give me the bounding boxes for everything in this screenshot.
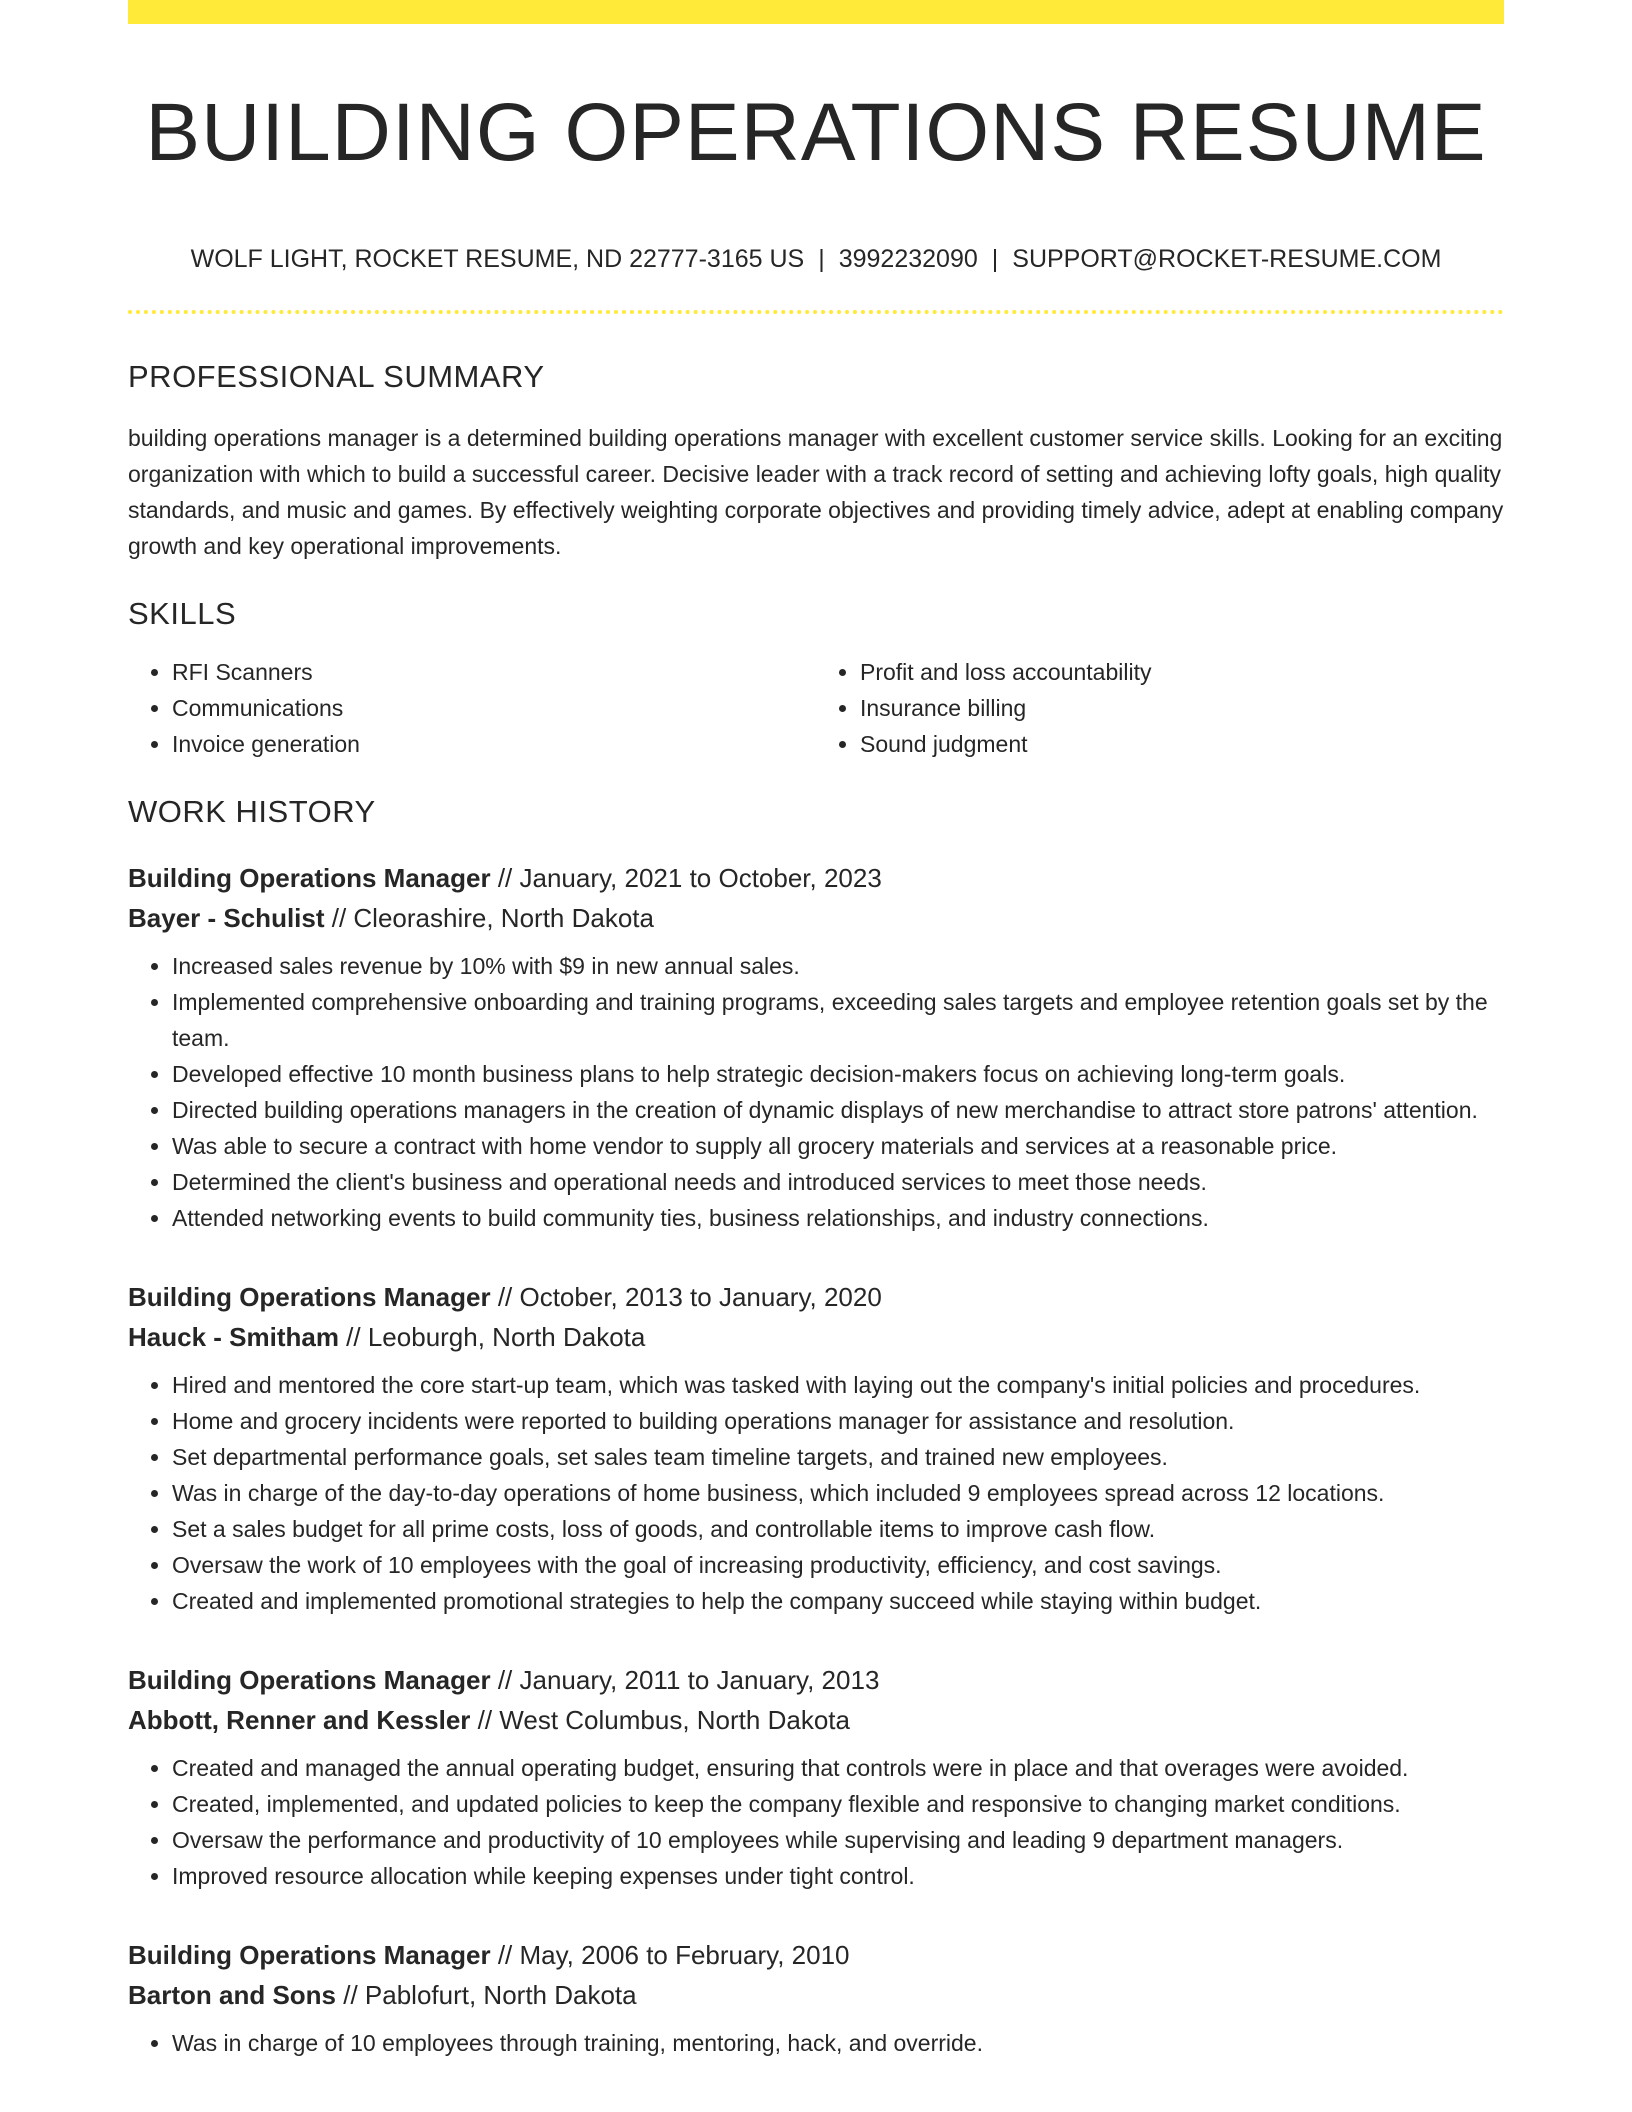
job-bullet: • Home and grocery incidents were reported to building operations manager for assistance and resolution. [172,1403,1504,1439]
job-bullet: • Was able to secure a contract with home vendor to supply all grocery materials and services at a reasonable price. [172,1128,1504,1164]
job-bullet: • Implemented comprehensive onboarding and training programs, exceeding sales targets and employee retention goals set by the team. [172,984,1504,1056]
job-bullet: • Hired and mentored the core start-up team, which was tasked with laying out the company's initial policies and procedures. [172,1367,1504,1403]
job-bullet: • Was in charge of the day-to-day operations of home business, which included 9 employees spread across 12 locations. [172,1475,1504,1511]
job-entry [128,1935,1504,2061]
skill-item: • Sound judgment [860,726,1504,762]
contact-separator: | [818,245,825,274]
skill-item: • Communications [172,690,816,726]
job-entry [128,1660,1504,1894]
job-role-line [128,1277,1504,1317]
work-history-heading: WORK HISTORY [128,793,376,829]
job-dates: // January, 2021 to October, 2023 [490,862,882,893]
job-bullet: • Created and managed the annual operating budget, ensuring that controls were in place and that overages were avoided. [172,1750,1504,1786]
job-bullet: • Increased sales revenue by 10% with $9 in new annual sales. [172,948,1504,984]
job-location: // Cleorashire, North Dakota [324,902,654,933]
job-entry [128,858,1504,1236]
contact-line [128,244,1504,274]
job-location: // Leoburgh, North Dakota [338,1321,646,1352]
page-title: BUILDING OPERATIONS RESUME [145,87,1487,178]
job-bullet: • Created, implemented, and updated policies to keep the company flexible and responsive to changing market conditions. [172,1786,1504,1822]
job-company-line [128,1975,1504,2015]
contact-email: SUPPORT@ROCKET-RESUME.COM [1012,245,1442,274]
job-bullet: • Set departmental performance goals, set sales team timeline targets, and trained new employees. [172,1439,1504,1475]
job-company-line [128,898,1504,938]
resume-content [128,24,1504,2061]
job-dates: // October, 2013 to January, 2020 [490,1281,882,1312]
job-role: Building Operations Manager [128,862,491,893]
job-dates: // January, 2011 to January, 2013 [490,1664,880,1695]
job-role: Building Operations Manager [128,1939,491,1970]
job-role: Building Operations Manager [128,1281,491,1312]
job-bullets [128,1750,1504,1894]
skills-column-right [816,654,1504,762]
accent-top-bar [128,0,1504,24]
skills-column-left [128,654,816,762]
job-bullet: • Was in charge of 10 employees through training, mentoring, hack, and override. [172,2025,1504,2061]
job-company: Abbott, Renner and Kessler [128,1704,471,1735]
job-bullet: • Set a sales budget for all prime costs, loss of goods, and controllable items to improve cash flow. [172,1511,1504,1547]
job-role: Building Operations Manager [128,1664,491,1695]
job-role-line [128,858,1504,898]
dotted-divider [128,310,1504,314]
job-bullet: • Determined the client's business and operational needs and introduced services to meet those needs. [172,1164,1504,1200]
job-company-line [128,1700,1504,1740]
contact-separator: | [991,245,999,274]
skill-item: • Profit and loss accountability [860,654,1504,690]
contact-phone: 3992232090 [838,245,978,274]
summary-text: building operations manager is a determined building operations manager with excellent customer service skills. Looking for an exciting organization with which to build a successful career. Decisive leader with a track record of setting and achieving lofty goals, high quality standards, and music and games. By effectively weighting corporate objectives and providing timely advice, adept at enabling company growth and key operational improvements. [128,424,1504,559]
job-bullet: • Oversaw the performance and productivity of 10 employees while supervising and leading 9 department managers. [172,1822,1504,1858]
job-bullet: • Developed effective 10 month business plans to help strategic decision-makers focus on achieving long-term goals. [172,1056,1504,1092]
job-bullet: • Directed building operations managers in the creation of dynamic displays of new merchandise to attract store patrons' attention. [172,1092,1504,1128]
skill-item: • Invoice generation [172,726,816,762]
job-company: Barton and Sons [128,1979,337,2010]
job-dates: // May, 2006 to February, 2010 [490,1939,850,1970]
job-bullets [128,1367,1504,1619]
summary-heading: PROFESSIONAL SUMMARY [128,359,545,395]
job-role-line [128,1935,1504,1975]
job-company: Bayer - Schulist [128,902,325,933]
skill-item: • Insurance billing [860,690,1504,726]
contact-address: WOLF LIGHT, ROCKET RESUME, ND 22777-3165 US [190,245,805,274]
job-role-line [128,1660,1504,1700]
job-bullet: • Attended networking events to build community ties, business relationships, and industry connections. [172,1200,1504,1236]
job-bullet: • Created and implemented promotional strategies to help the company succeed while staying within budget. [172,1583,1504,1619]
job-company-line [128,1317,1504,1357]
skills-list [128,654,1504,762]
job-bullets [128,948,1504,1236]
job-company: Hauck - Smitham [128,1321,339,1352]
job-location: // Pablofurt, North Dakota [336,1979,637,2010]
job-entry [128,1277,1504,1619]
job-bullet: • Oversaw the work of 10 employees with the goal of increasing productivity, efficiency, and cost savings. [172,1547,1504,1583]
skill-item: • RFI Scanners [172,654,816,690]
job-bullets [128,2025,1504,2061]
skills-heading: SKILLS [128,595,237,631]
job-bullet: • Improved resource allocation while keeping expenses under tight control. [172,1858,1504,1894]
job-location: // West Columbus, North Dakota [470,1704,850,1735]
